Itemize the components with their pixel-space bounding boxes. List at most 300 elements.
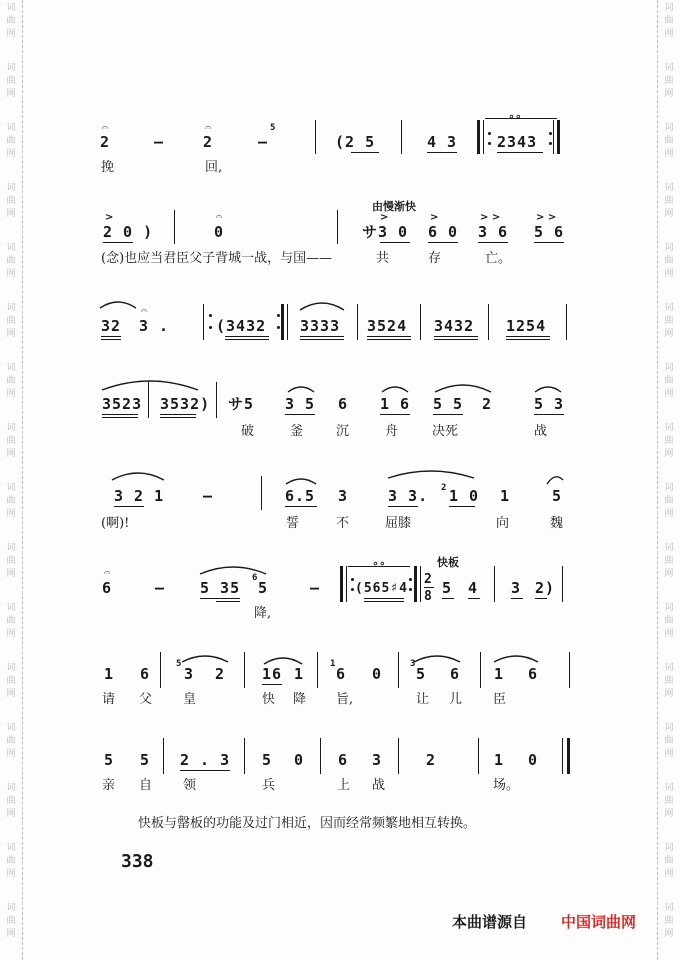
- lyric: 舟: [385, 424, 399, 439]
- lyric: 亲: [102, 778, 116, 793]
- watermark-char: 网: [664, 569, 674, 579]
- watermark-char: 曲: [6, 856, 16, 866]
- underline: [101, 336, 121, 337]
- underline: [160, 414, 196, 415]
- barline: [553, 120, 554, 154]
- slur: [100, 376, 200, 392]
- watermark-char: 词: [6, 543, 16, 553]
- note: 5: [416, 665, 427, 683]
- note: 5: [552, 487, 563, 505]
- note: 2: [482, 395, 493, 413]
- underline: [506, 339, 550, 340]
- repeat-end-barline: [414, 566, 417, 602]
- lyric: 破: [241, 424, 255, 439]
- barline: [357, 304, 358, 340]
- watermark-char: 曲: [6, 676, 16, 686]
- volta-marks: ∘∘: [372, 557, 386, 570]
- watermark-group: [658, 122, 680, 161]
- watermark-char: 词: [664, 123, 674, 133]
- watermark-char: 网: [6, 269, 16, 279]
- note: 0: [294, 751, 305, 769]
- watermark-char: 曲: [6, 616, 16, 626]
- barline: [148, 382, 149, 418]
- watermark-group: [0, 482, 22, 521]
- watermark-char: 曲: [664, 16, 674, 26]
- lyric: 决死: [432, 424, 459, 439]
- watermark-char: 词: [6, 663, 16, 673]
- watermark-char: 曲: [664, 256, 674, 266]
- fermata-icon: 𝄐: [205, 121, 212, 134]
- watermark-char: 词: [6, 843, 16, 853]
- watermark-char: 词: [664, 603, 674, 613]
- barline: [562, 566, 563, 602]
- watermark-char: 网: [664, 629, 674, 639]
- watermark-group: [0, 602, 22, 641]
- watermark-char: 词: [6, 723, 16, 733]
- watermark-char: 网: [664, 29, 674, 39]
- watermark-char: 词: [664, 663, 674, 673]
- watermark-char: 网: [664, 149, 674, 159]
- underline: [160, 417, 196, 418]
- watermark-char: 网: [664, 509, 674, 519]
- lyric: 共: [376, 251, 390, 266]
- repeat-dot: [277, 326, 280, 329]
- repeat-end-barline: [557, 120, 560, 154]
- watermark-char: 网: [6, 749, 16, 759]
- barline: [398, 738, 399, 774]
- watermark-group: [0, 662, 22, 701]
- underline: [367, 336, 411, 337]
- note-group: 4 3: [427, 133, 458, 151]
- watermark-group: [0, 182, 22, 221]
- barline: [420, 566, 421, 602]
- note: 6: [102, 579, 113, 597]
- watermark-char: 曲: [664, 856, 674, 866]
- lyric: 兵: [262, 778, 276, 793]
- note: 3: [338, 487, 349, 505]
- watermark-group: [658, 62, 680, 101]
- watermark-char: 曲: [6, 316, 16, 326]
- note: 0: [372, 665, 383, 683]
- lyric: 臣: [493, 692, 507, 707]
- underline: [428, 242, 458, 243]
- watermark-char: 词: [664, 243, 674, 253]
- barline: [244, 652, 245, 688]
- barline: [420, 304, 421, 340]
- lyric: 儿: [449, 692, 463, 707]
- watermark-char: 词: [6, 783, 16, 793]
- watermark-char: 网: [664, 209, 674, 219]
- dash: –: [203, 487, 214, 505]
- repeat-dot: [209, 314, 212, 317]
- underline: [216, 601, 240, 602]
- watermark-char: 词: [6, 243, 16, 253]
- underline: [285, 506, 317, 507]
- watermark-char: 曲: [6, 496, 16, 506]
- slur: [545, 474, 565, 486]
- note: 6: [140, 665, 151, 683]
- watermark-char: 网: [6, 689, 16, 699]
- watermark-group: [0, 422, 22, 461]
- underline: [262, 684, 282, 685]
- note-group: 3 5: [285, 395, 316, 413]
- note-group: 3 3.: [388, 487, 429, 505]
- accent-icon: >: [105, 212, 114, 223]
- watermark-group: [0, 722, 22, 761]
- lyric: 回,: [205, 160, 223, 175]
- watermark-char: 网: [6, 929, 16, 939]
- watermark-char: 曲: [664, 796, 674, 806]
- repeat-dot: [488, 142, 491, 145]
- note-group: 3523: [102, 395, 143, 413]
- slur: [286, 384, 316, 394]
- watermark-group: [658, 2, 680, 41]
- watermark-char: 词: [664, 423, 674, 433]
- underline: [101, 339, 121, 340]
- underline: [225, 339, 269, 340]
- watermark-group: [658, 422, 680, 461]
- note: 2: [215, 665, 226, 683]
- watermark-group: [0, 62, 22, 101]
- accent-icon: >: [380, 212, 389, 223]
- watermark-char: 词: [664, 843, 674, 853]
- note: 6: [338, 751, 349, 769]
- repeat-dot: [351, 588, 354, 591]
- note: 0: [528, 751, 539, 769]
- slur: [298, 298, 346, 312]
- watermark-char: 网: [6, 89, 16, 99]
- watermark-char: 网: [6, 389, 16, 399]
- slur: [492, 652, 540, 664]
- watermark-group: [658, 362, 680, 401]
- watermark-char: 网: [664, 269, 674, 279]
- watermark-char: 词: [6, 303, 16, 313]
- watermark-char: 网: [664, 749, 674, 759]
- footer-source-label: 本曲谱源自: [452, 913, 528, 931]
- note: 6: [450, 665, 461, 683]
- watermark-char: 曲: [664, 436, 674, 446]
- note: 1: [494, 665, 505, 683]
- note-group: 3 2 1: [114, 487, 165, 505]
- underline: [535, 598, 547, 599]
- watermark-char: 词: [664, 903, 674, 913]
- note-group: サ3 0: [362, 223, 409, 241]
- repeat-dot: [209, 326, 212, 329]
- note-group: 6.5: [285, 487, 316, 505]
- watermark-group: [658, 842, 680, 881]
- underline: [380, 414, 410, 415]
- note: 5: [258, 579, 269, 597]
- watermark-char: 词: [6, 603, 16, 613]
- repeat-dot: [277, 314, 280, 317]
- barline: [480, 652, 481, 688]
- time-signature-bottom: 8: [424, 589, 433, 604]
- slur: [433, 380, 493, 394]
- watermark-group: [658, 302, 680, 341]
- watermark-char: 网: [664, 89, 674, 99]
- watermark-char: 曲: [6, 196, 16, 206]
- watermark-char: 网: [664, 869, 674, 879]
- note-group: (565♯4: [355, 581, 408, 596]
- fermata-icon: 𝄐: [104, 566, 111, 579]
- slur: [386, 466, 476, 480]
- time-signature-top: 2: [424, 572, 433, 587]
- note-group: 1254: [506, 317, 547, 335]
- watermark-char: 网: [6, 509, 16, 519]
- underline: [285, 414, 315, 415]
- note: 3: [184, 665, 195, 683]
- note: 1: [494, 751, 505, 769]
- watermark-char: 网: [6, 29, 16, 39]
- watermark-char: 词: [6, 63, 16, 73]
- lyric: 皇: [183, 692, 197, 707]
- underline: [497, 152, 543, 153]
- dash: –: [155, 579, 166, 597]
- barline: [569, 652, 570, 688]
- slur: [110, 468, 166, 482]
- barline: [317, 652, 318, 688]
- slur: [98, 298, 138, 310]
- underline: [300, 339, 344, 340]
- barline: [216, 382, 217, 418]
- note: 1: [500, 487, 511, 505]
- note-group: 3333: [300, 317, 341, 335]
- barline: [244, 738, 245, 774]
- accent-icon: > >: [480, 212, 501, 223]
- lyric: 领: [183, 778, 197, 793]
- note-group: 5 35: [200, 579, 241, 597]
- underline: [380, 242, 410, 243]
- lyric: 快: [262, 692, 276, 707]
- watermark-char: 网: [664, 389, 674, 399]
- watermark-char: 网: [6, 629, 16, 639]
- watermark-char: 词: [664, 783, 674, 793]
- lyric: 让: [416, 692, 430, 707]
- watermark-char: 网: [6, 569, 16, 579]
- underline: [433, 414, 463, 415]
- watermark-char: 曲: [664, 196, 674, 206]
- note-group: 3432: [434, 317, 475, 335]
- lyric: 誓: [286, 516, 300, 531]
- watermark-group: [658, 182, 680, 221]
- watermark-char: 网: [664, 929, 674, 939]
- barline: [320, 738, 321, 774]
- repeat-end-barline: [281, 304, 284, 340]
- lyric: 战: [372, 778, 386, 793]
- watermark-group: [658, 602, 680, 641]
- watermark-group: [0, 782, 22, 821]
- watermark-char: 网: [6, 869, 16, 879]
- grace-note: 1: [330, 659, 337, 669]
- watermark-char: 曲: [664, 316, 674, 326]
- repeat-dot: [549, 142, 552, 145]
- footer-site-link[interactable]: 中国词曲网: [561, 913, 637, 931]
- watermark-char: 网: [664, 689, 674, 699]
- note: 3: [511, 579, 522, 597]
- barline: [562, 738, 563, 774]
- watermark-char: 曲: [664, 376, 674, 386]
- note: 3: [372, 751, 383, 769]
- dash: –: [258, 133, 269, 151]
- note: 6: [336, 665, 347, 683]
- watermark-char: 网: [664, 449, 674, 459]
- watermark-char: 词: [6, 903, 16, 913]
- note-group: 3524: [367, 317, 408, 335]
- note: 5: [140, 751, 151, 769]
- watermark-group: [0, 902, 22, 941]
- repeat-dot: [409, 588, 412, 591]
- watermark-char: 词: [6, 423, 16, 433]
- watermark-group: [0, 2, 22, 41]
- note: 0: [214, 223, 225, 241]
- lyric: 屈膝: [385, 516, 412, 531]
- volta-marks: ∘∘: [508, 110, 522, 123]
- lyric: 场。: [493, 778, 520, 793]
- note-group: 5 5: [433, 395, 464, 413]
- watermark-char: 曲: [664, 76, 674, 86]
- underline: [351, 152, 379, 153]
- grace-note: 6: [252, 573, 259, 583]
- watermark-group: [658, 782, 680, 821]
- lyric: 旨,: [336, 692, 354, 707]
- note-group: (3432: [216, 317, 267, 335]
- underline: [364, 598, 404, 599]
- watermark-char: 曲: [664, 556, 674, 566]
- watermark-char: 曲: [6, 76, 16, 86]
- watermark-char: 曲: [664, 616, 674, 626]
- grace-note: 5: [176, 659, 183, 669]
- watermark-char: 词: [664, 723, 674, 733]
- barline: [287, 304, 288, 340]
- barline: [174, 210, 175, 244]
- watermark-column-left: [0, 0, 23, 960]
- watermark-char: 词: [664, 543, 674, 553]
- watermark-char: 网: [6, 209, 16, 219]
- watermark-char: 曲: [664, 916, 674, 926]
- watermark-group: [0, 362, 22, 401]
- repeat-start-barline: [477, 120, 480, 154]
- watermark-char: 词: [6, 363, 16, 373]
- watermark-char: 词: [664, 483, 674, 493]
- underline: [114, 506, 144, 507]
- fermata-icon: 𝄐: [216, 210, 223, 223]
- lyric: (啊)!: [101, 516, 130, 531]
- watermark-char: 曲: [6, 736, 16, 746]
- grace-note: 3: [410, 659, 417, 669]
- barline: [398, 652, 399, 688]
- repeat-dot: [488, 132, 491, 135]
- lyric: 自: [139, 778, 153, 793]
- lyric: 向: [496, 516, 510, 531]
- lyric: 上: [337, 778, 351, 793]
- note-group: 1 0: [449, 487, 480, 505]
- note-group: 6 0: [428, 223, 459, 241]
- barline: [337, 210, 338, 244]
- final-barline: [567, 738, 570, 774]
- slur: [284, 476, 318, 486]
- note-group: 5 6: [534, 223, 565, 241]
- lyric: 亡。: [485, 251, 512, 266]
- lyric: (念)也应当君臣父子背城一战，与国——: [101, 251, 333, 266]
- underline: [511, 598, 523, 599]
- grace-note: 5: [270, 123, 277, 133]
- slur: [412, 652, 462, 664]
- watermark-char: 曲: [6, 16, 16, 26]
- watermark-char: 词: [6, 183, 16, 193]
- underline: [534, 242, 564, 243]
- slur: [180, 652, 230, 664]
- underline: [388, 506, 418, 507]
- watermark-char: 网: [6, 149, 16, 159]
- watermark-group: [0, 122, 22, 161]
- note-group: 2343: [497, 133, 538, 151]
- watermark-char: 词: [6, 3, 16, 13]
- watermark-group: [658, 542, 680, 581]
- note-group: (2 5: [335, 133, 376, 151]
- note: 6: [528, 665, 539, 683]
- lyric: 降,: [254, 606, 272, 621]
- note-group: 3532): [160, 395, 211, 413]
- watermark-char: 曲: [664, 136, 674, 146]
- fermata-icon: 𝄐: [141, 304, 148, 317]
- watermark-char: 词: [664, 63, 674, 73]
- note-group: 2 . 3: [180, 751, 231, 769]
- barline: [494, 566, 495, 602]
- note: 6: [338, 395, 349, 413]
- repeat-dot: [351, 578, 354, 581]
- underline: [442, 598, 454, 599]
- lyric: 降: [293, 692, 307, 707]
- note-group: 2 0 ): [103, 223, 154, 241]
- lyric: 父: [139, 692, 153, 707]
- note: サ5: [228, 395, 255, 413]
- watermark-char: 网: [664, 329, 674, 339]
- note-group: 3 6: [478, 223, 509, 241]
- watermark-group: [658, 902, 680, 941]
- note-group: 16: [262, 665, 283, 683]
- watermark-char: 曲: [6, 796, 16, 806]
- barline: [478, 738, 479, 774]
- lyric: 战: [534, 424, 548, 439]
- watermark-group: [0, 302, 22, 341]
- lyric: 存: [428, 251, 442, 266]
- watermark-group: [658, 722, 680, 761]
- dash: –: [310, 579, 321, 597]
- watermark-group: [0, 242, 22, 281]
- note: 2: [426, 751, 437, 769]
- note: 1: [104, 665, 115, 683]
- underline: [367, 339, 411, 340]
- watermark-char: 网: [664, 809, 674, 819]
- watermark-char: 曲: [6, 916, 16, 926]
- watermark-char: 曲: [6, 436, 16, 446]
- underline: [427, 152, 457, 153]
- fermata-icon: 𝄐: [102, 121, 109, 134]
- underline: [103, 242, 133, 243]
- watermark-char: 曲: [664, 676, 674, 686]
- note: 2: [203, 133, 214, 151]
- note: 1: [294, 665, 305, 683]
- watermark-char: 网: [6, 809, 16, 819]
- underline: [225, 336, 269, 337]
- underline: [434, 339, 478, 340]
- watermark-column-right: [657, 0, 680, 960]
- watermark-char: 词: [664, 3, 674, 13]
- barline: [261, 476, 262, 510]
- slur: [380, 384, 410, 394]
- repeat-dot: [409, 578, 412, 581]
- barline: [488, 304, 489, 340]
